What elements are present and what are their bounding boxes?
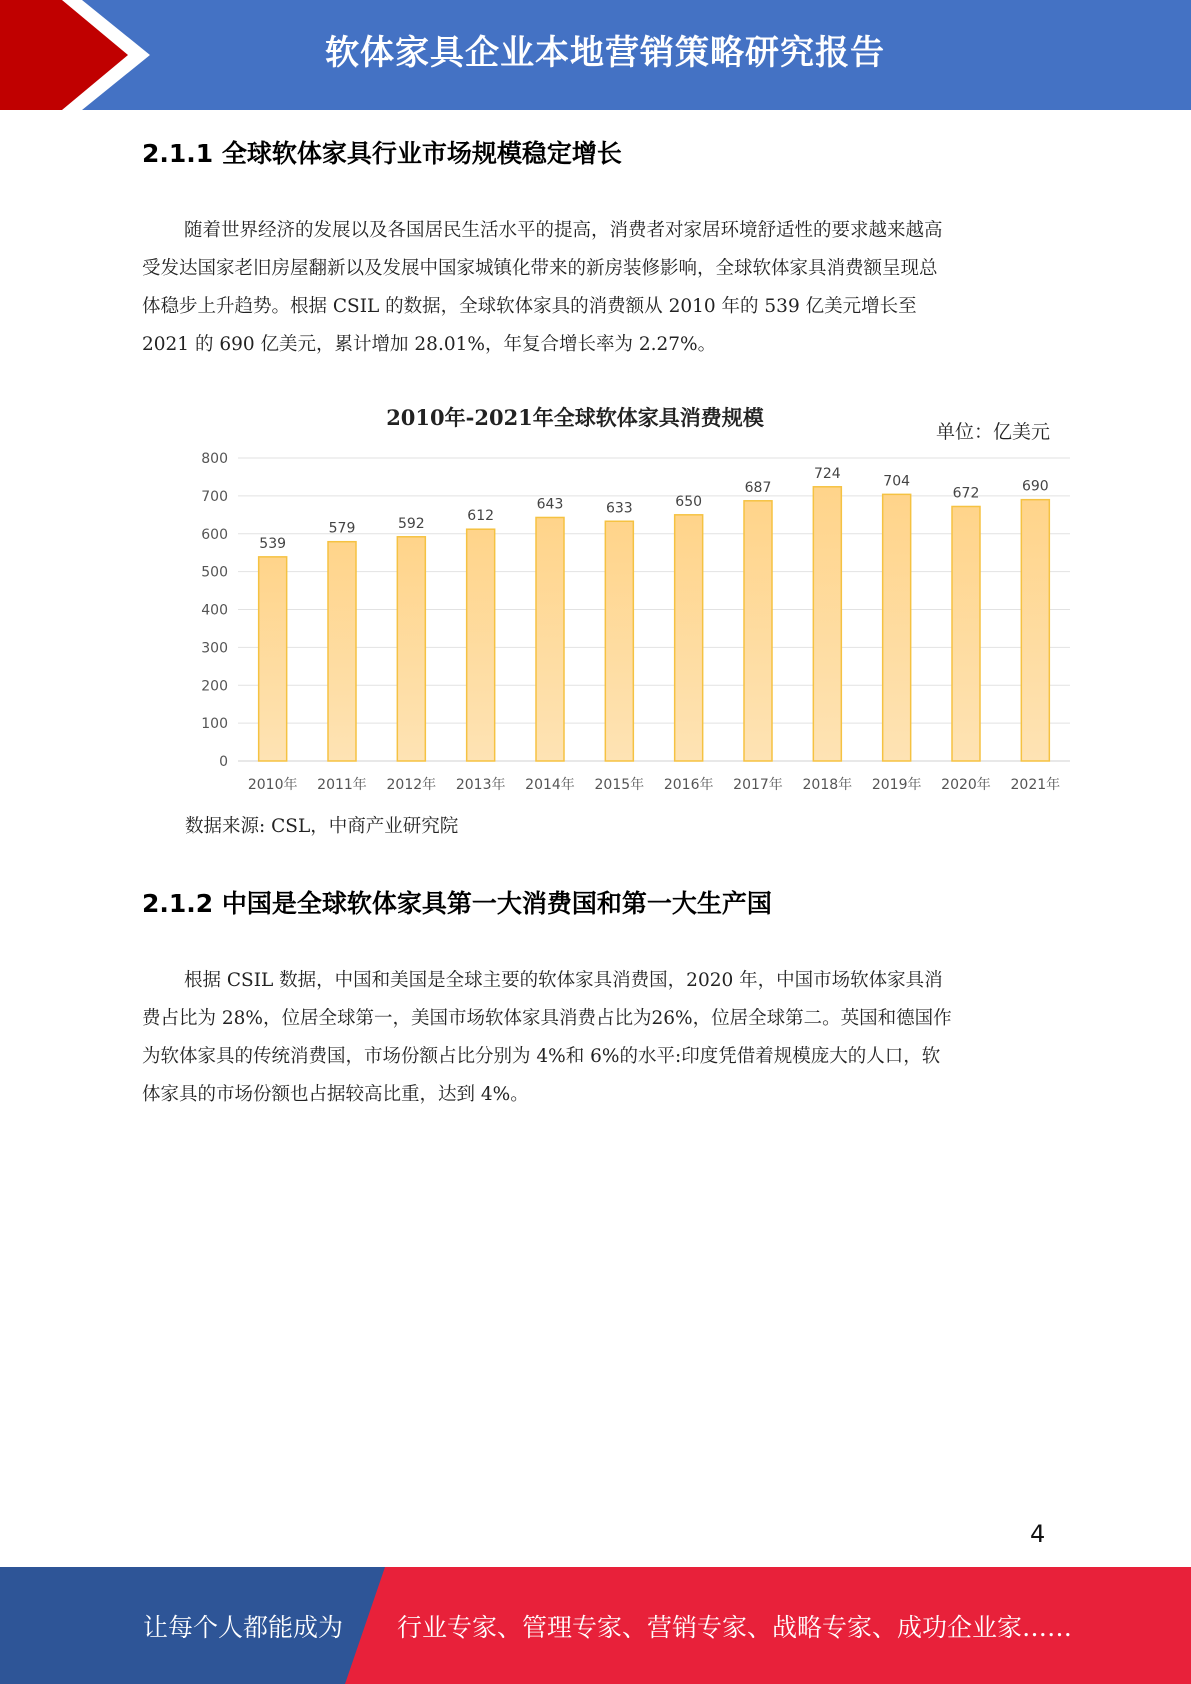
bar xyxy=(328,542,356,761)
x-tick-label: 2018年 xyxy=(802,777,853,793)
bar xyxy=(536,517,564,761)
paragraph-line: 体稳步上升趋势。根据 CSIL 的数据，全球软体家具的消费额从 2010 年的 539 亿美元增长至 xyxy=(142,296,917,317)
bar xyxy=(467,529,495,761)
bar xyxy=(952,506,980,761)
paragraph-line: 体家具的市场份额也占据较高比重，达到 4%。 xyxy=(142,1084,529,1105)
y-tick-label: 0 xyxy=(219,754,228,770)
page-footer xyxy=(0,1567,1191,1684)
x-tick-label: 2012年 xyxy=(386,777,437,793)
data-label: 633 xyxy=(605,500,633,517)
data-source-note: 数据来源: CSL，中商产业研究院 xyxy=(185,816,459,837)
data-label: 539 xyxy=(259,535,287,552)
bar xyxy=(1021,500,1049,761)
paragraph-line: 费占比为 28%，位居全球第一，美国市场软体家具消费占比为26%，位居全球第二。英国和德国作 xyxy=(142,1008,952,1029)
y-tick-label: 500 xyxy=(201,564,228,581)
footer-slogan-right: 行业专家、管理专家、营销专家、战略专家、成功企业家…… xyxy=(397,1613,1073,1642)
bar xyxy=(744,501,772,761)
y-tick-label: 700 xyxy=(201,488,228,505)
x-tick-label: 2021年 xyxy=(1010,777,1061,793)
chart-title: 2010年-2021年全球软体家具消费规模 xyxy=(386,405,764,430)
x-tick-label: 2015年 xyxy=(594,777,645,793)
consumption-bar-chart xyxy=(175,395,1075,805)
data-label: 612 xyxy=(467,508,495,525)
data-label: 690 xyxy=(1021,478,1049,495)
page-number: 4 xyxy=(1030,1520,1046,1548)
y-tick-label: 300 xyxy=(201,640,228,657)
paragraph-line: 2021 的 690 亿美元，累计增加 28.01%，年复合增长率为 2.27%。 xyxy=(142,334,717,355)
x-tick-label: 2010年 xyxy=(247,777,298,793)
x-tick-label: 2011年 xyxy=(317,777,367,793)
bar xyxy=(397,537,425,761)
data-label: 687 xyxy=(744,479,772,496)
bar xyxy=(813,487,841,761)
y-tick-label: 800 xyxy=(201,451,228,467)
data-label: 704 xyxy=(883,473,911,490)
section-1-paragraph xyxy=(142,212,1054,364)
paragraph-line: 受发达国家老旧房屋翻新以及发展中国家城镇化带来的新房装修影响，全球软体家具消费额呈现总 xyxy=(142,258,938,279)
paragraph-line: 根据 CSIL 数据，中国和美国是全球主要的软体家具消费国，2020 年，中国市场软体家具消 xyxy=(184,970,943,991)
section-2-paragraph xyxy=(142,962,1054,1114)
data-label: 592 xyxy=(397,515,425,532)
paragraph-line: 为软体家具的传统消费国，市场份额占比分别为 4%和 6%的水平:印度凭借着规模庞大的人口，软 xyxy=(142,1046,941,1067)
x-tick-label: 2016年 xyxy=(663,777,714,793)
y-tick-label: 100 xyxy=(201,716,228,733)
data-label: 643 xyxy=(536,496,564,513)
data-label: 650 xyxy=(675,493,703,510)
x-tick-label: 2020年 xyxy=(941,777,991,793)
report-title: 软体家具企业本地营销策略研究报告 xyxy=(325,33,885,73)
bar xyxy=(259,557,287,761)
x-tick-label: 2019年 xyxy=(871,777,922,793)
page-header xyxy=(0,0,1191,110)
y-tick-label: 200 xyxy=(201,678,228,695)
chart-canvas xyxy=(175,395,1075,805)
data-label: 724 xyxy=(813,465,841,482)
section-heading-2-1-1: 2.1.1 全球软体家具行业市场规模稳定增长 xyxy=(142,139,622,168)
y-tick-label: 600 xyxy=(201,526,228,543)
x-tick-label: 2017年 xyxy=(733,777,783,793)
section-heading-2-1-2: 2.1.2 中国是全球软体家具第一大消费国和第一大生产国 xyxy=(142,889,772,918)
data-label: 579 xyxy=(328,520,356,537)
data-label: 672 xyxy=(952,485,980,502)
paragraph-line: 随着世界经济的发展以及各国居民生活水平的提高，消费者对家居环境舒适性的要求越来越高 xyxy=(184,220,943,241)
bar xyxy=(675,515,703,761)
bar xyxy=(605,521,633,761)
bar xyxy=(883,494,911,761)
footer-slogan-left: 让每个人都能成为 xyxy=(143,1613,344,1642)
x-tick-label: 2014年 xyxy=(525,777,575,793)
chart-unit-label: 单位：亿美元 xyxy=(936,421,1051,443)
x-tick-label: 2013年 xyxy=(455,777,506,793)
y-tick-label: 400 xyxy=(201,602,228,619)
